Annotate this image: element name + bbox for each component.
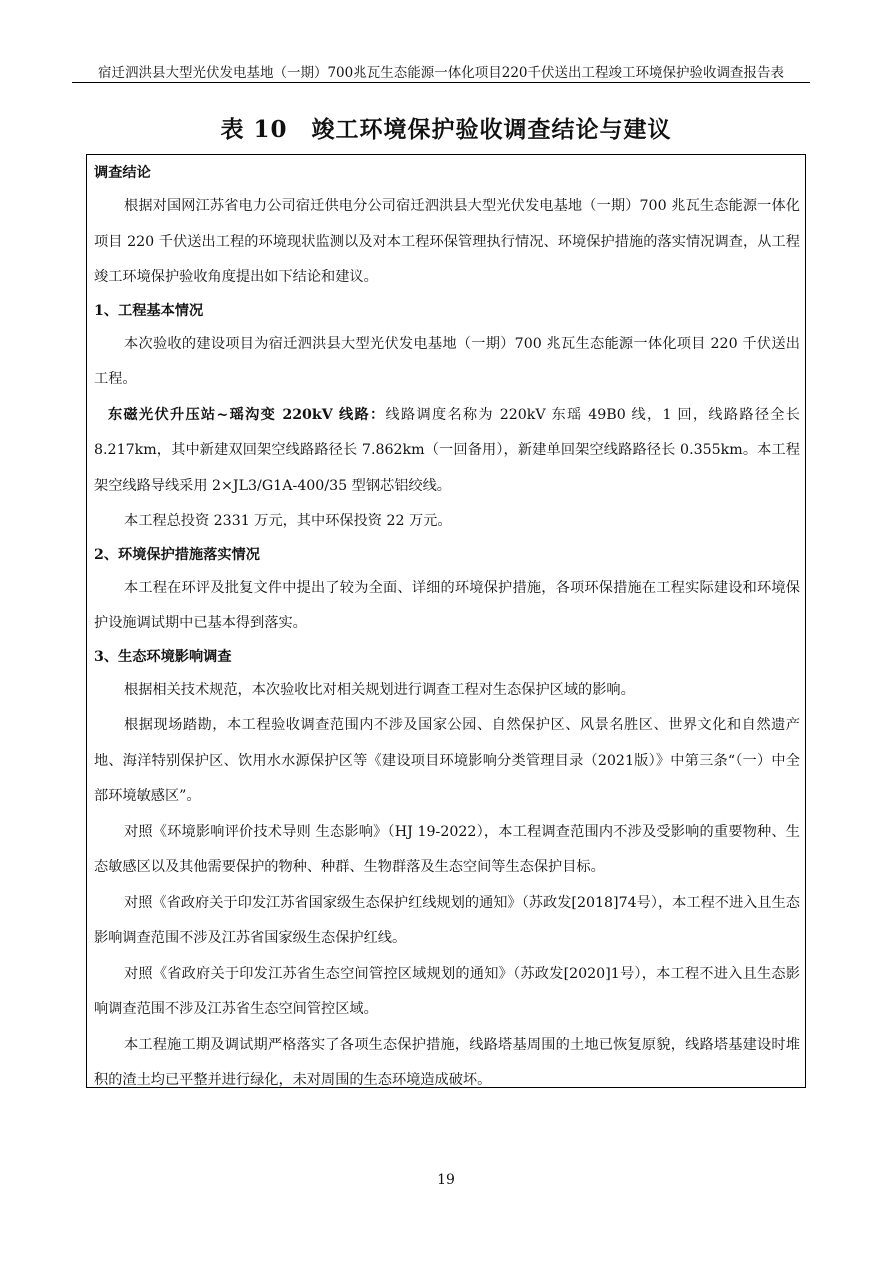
s3-paragraph-5: 对照《省政府关于印发江苏省生态空间管控区域规划的通知》（苏政发[2020]1号），本工程不进入且生态影响调查范围不涉及江苏省生态空间管控区域。 xyxy=(94,965,800,1017)
section-heading-conclusion: 调查结论 xyxy=(94,165,151,181)
s1-paragraph-3: 本工程总投资 2331 万元，其中环保投资 22 万元。 xyxy=(124,513,452,529)
s2-paragraph-1: 本工程在环评及批复文件中提出了较为全面、详细的环境保护措施，各项环保措施在工程实际建设和环境保护设施调试期中已基本得到落实。 xyxy=(94,579,800,631)
s3-paragraph-3: 对照《环境影响评价技术导则 生态影响》（HJ 19-2022），本工程调查范围内不涉及受影响的重要物种、生态敏感区以及其他需要保护的物种、种群、生物群落及生态空间等生态保护目标。 xyxy=(94,823,800,875)
s3-paragraph-1: 根据相关技术规范，本次验收比对相关规划进行调查工程对生态保护区域的影响。 xyxy=(124,681,635,698)
s3-paragraph-2: 根据现场踏勘，本工程验收调查范围内不涉及国家公园、自然保护区、风景名胜区、世界文化和自然遗产地、海洋特别保护区、饮用水水源保护区等《建设项目环境影响分类管理目录（2021版）》中第三条“（一）中全部环境敏感区”。 xyxy=(94,717,800,804)
s3-paragraph-6: 本工程施工期及调试期严格落实了各项生态保护措施，线路塔基周围的土地已恢复原貌，线路塔基建设时堆积的渣土均已平整并进行绿化，未对周围的生态环境造成破坏。 xyxy=(94,1036,800,1088)
intro-paragraph: 根据对国网江苏省电力公司宿迁供电分公司宿迁泗洪县大型光伏发电基地（一期）700 兆瓦生态能源一体化项目 220 千伏送出工程的环境现状监测以及对本工程环保管理执行情况、环境保护措施的落实情况调查，从工程竣工环境保护验收角度提出如下结论和建议。 xyxy=(94,198,800,285)
section-heading-3: 3、生态环境影响调查 xyxy=(94,648,232,665)
s1-line-paragraph xyxy=(94,398,800,505)
line-description: 线路调度名称为 220kV 东瑶 49B0 线，1 回，线路路径全长 8.217km，其中新建双回架空线路路径长 7.862km（一回备用），新建单回架空线路路径长 0.355km。本工程架空线路导线采用 2×JL3/G1A-400/35 型钢芯铝绞线。 xyxy=(94,406,800,494)
page-number: 19 xyxy=(437,1172,455,1188)
header-rule xyxy=(72,82,810,83)
page-title: 表 10 竣工环境保护验收调查结论与建议 xyxy=(220,116,672,143)
line-name: 东磁光伏升压站~瑶沟变 220kV 线路： xyxy=(108,406,386,423)
conclusion-content xyxy=(94,158,800,1099)
running-header: 宿迁泗洪县大型光伏发电基地（一期）700兆瓦生态能源一体化项目220千伏送出工程竣工环境保护验收调查报告表 xyxy=(97,65,785,81)
section-heading-2: 2、环境保护措施落实情况 xyxy=(94,546,260,563)
s3-paragraph-4: 对照《省政府关于印发江苏省国家级生态保护红线规划的通知》（苏政发[2018]74号），本工程不进入且生态影响调查范围不涉及江苏省国家级生态保护红线。 xyxy=(94,894,800,946)
s1-paragraph-1: 本次验收的建设项目为宿迁泗洪县大型光伏发电基地（一期）700 兆瓦生态能源一体化项目 220 千伏送出工程。 xyxy=(94,335,800,387)
section-heading-1: 1、工程基本情况 xyxy=(94,302,204,319)
